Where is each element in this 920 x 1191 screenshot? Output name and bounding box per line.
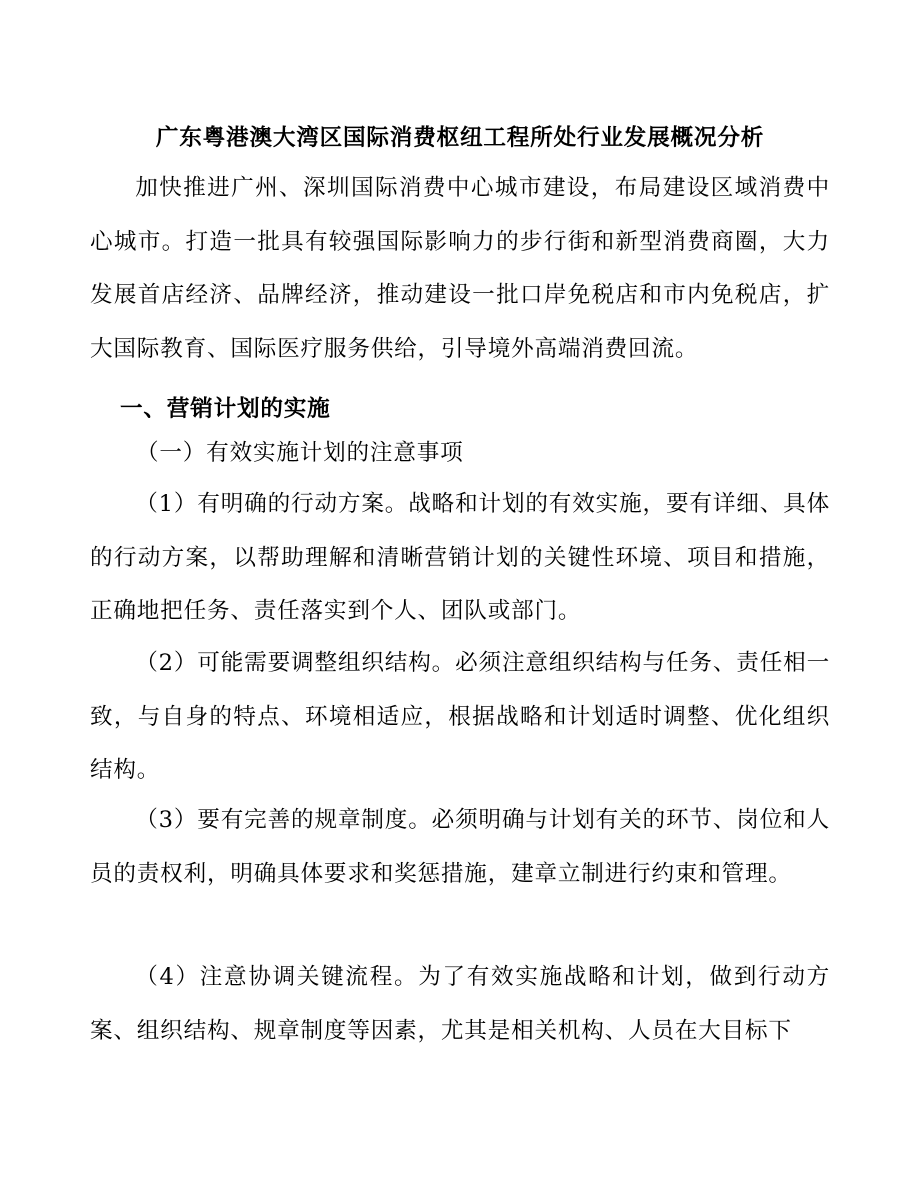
item-1-paragraph: （1）有明确的行动方案。战略和计划的有效实施，要有详细、具体的行动方案，以帮助理解和清晰营销计划的关键性环境、项目和措施，正确地把任务、责任落实到个人、团队或部门。 [90,491,830,625]
item-4-paragraph: （4）注意协调关键流程。为了有效实施战略和计划，做到行动方案、组织结构、规章制度等因素，尤其是相关机构、人员在大目标下 [90,964,830,1044]
item-3-paragraph: （3）要有完善的规章制度。必须明确与计划有关的环节、岗位和人员的责权利，明确具体要求和奖惩措施，建章立制进行约束和管理。 [90,807,830,887]
subsection-heading-implementation-notes: （一）有效实施计划的注意事项 [136,440,464,466]
section-heading-marketing-plan-implementation: 一、营销计划的实施 [120,396,331,422]
intro-paragraph: 加快推进广州、深圳国际消费中心城市建设，布局建设区域消费中心城市。打造一批具有较强国际影响力的步行街和新型消费商圈，大力发展首店经济、品牌经济，推动建设一批口岸免税店和市内免税店，扩大国际教育、国际医疗服务供给，引导境外高端消费回流。 [90,175,830,362]
document-title: 广东粤港澳大湾区国际消费枢纽工程所处行业发展概况分析 [155,125,765,151]
item-2-paragraph: （2）可能需要调整组织结构。必须注意组织结构与任务、责任相一致，与自身的特点、环境相适应，根据战略和计划适时调整、优化组织结构。 [90,650,830,784]
